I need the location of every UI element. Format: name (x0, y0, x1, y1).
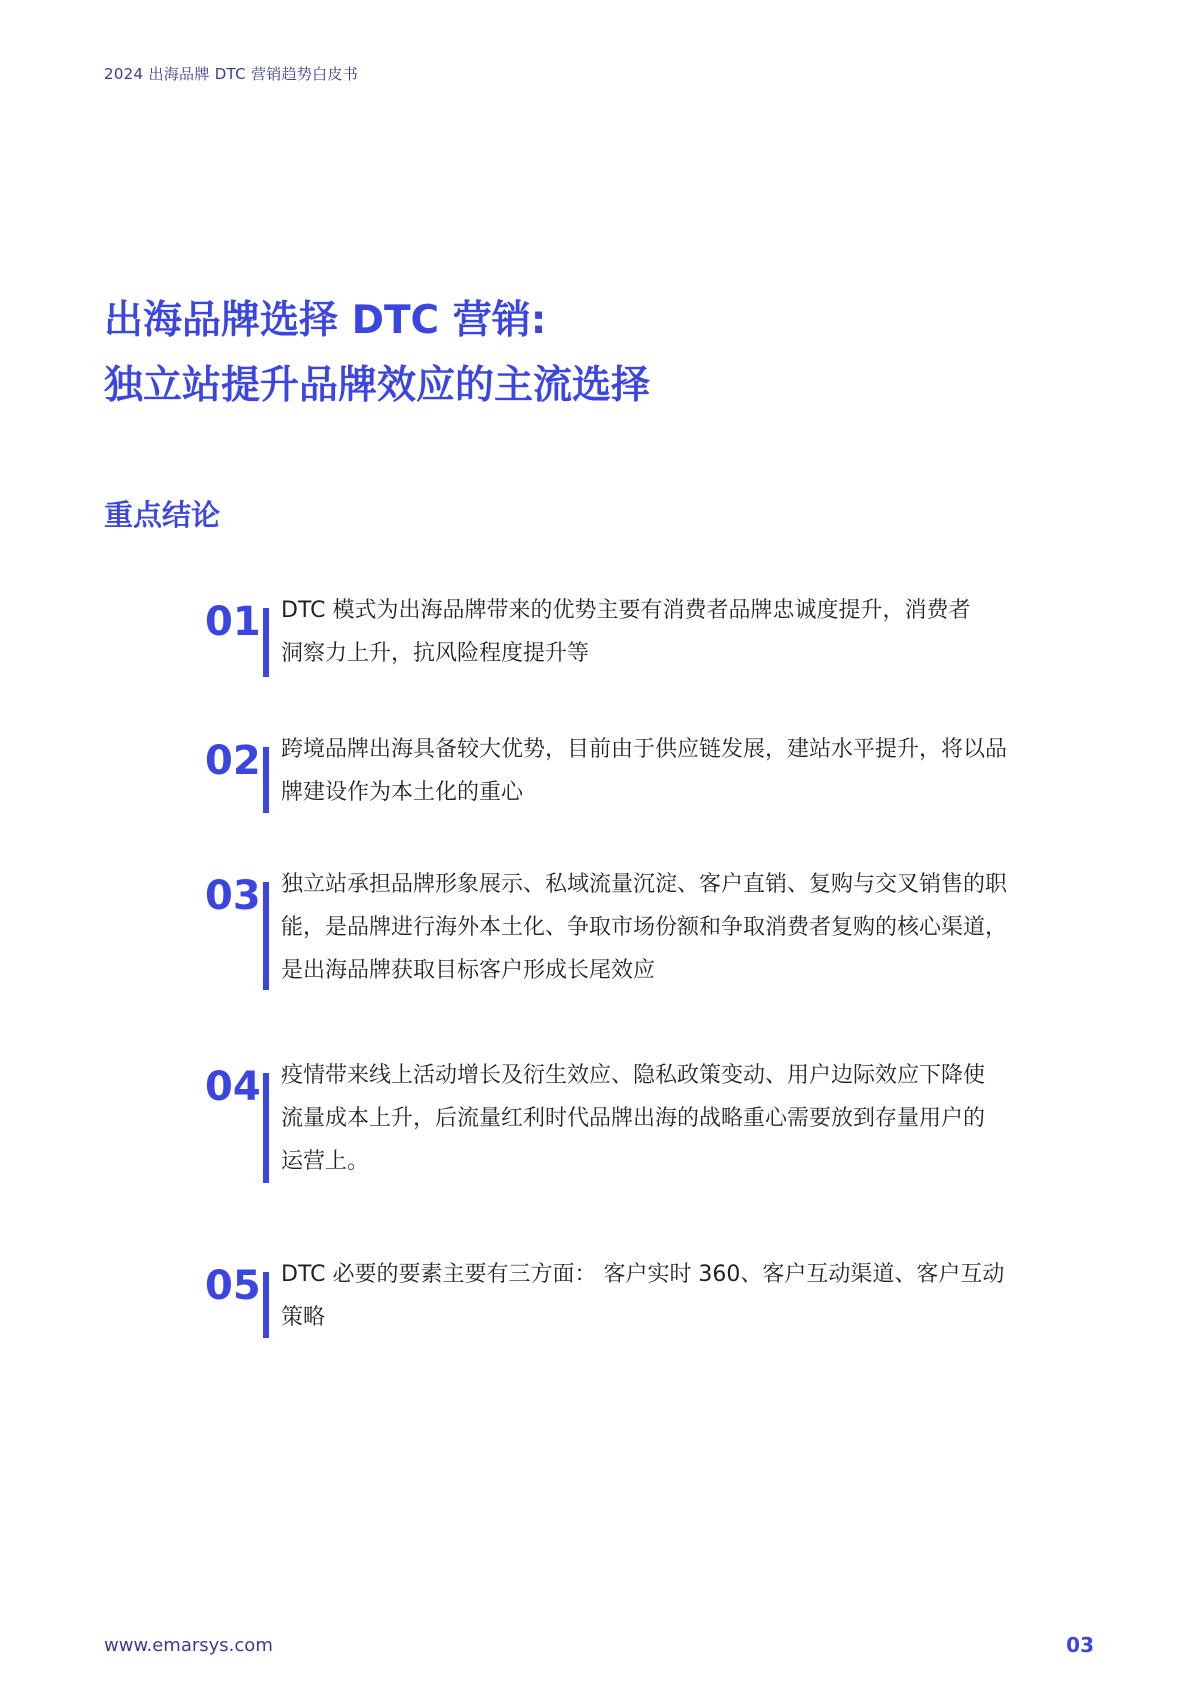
section-heading: 重点结论 (104, 498, 221, 532)
point-text-line: 运营上。 (281, 1149, 370, 1174)
page-title-line-2: 独立站提升品牌效应的主流选择 (104, 363, 651, 408)
point-text-line: 能，是品牌进行海外本土化、争取市场份额和争取消费者复购的核心渠道， (281, 915, 1008, 940)
point-text-line: 策略 (281, 1305, 326, 1330)
point-text (281, 728, 1051, 814)
point-text-line: 疫情带来线上活动增长及衍生效应、隐私政策变动、用户边际效应下降使 (281, 1063, 986, 1088)
footer-website-url: www.emarsys.com (104, 1635, 273, 1656)
point-text (281, 589, 1051, 675)
point-text-line: 牌建设作为本土化的重心 (281, 780, 524, 805)
point-number: 02 (205, 738, 261, 784)
point-accent-bar (263, 608, 269, 677)
point-text-line: 跨境品牌出海具备较大优势，目前由于供应链发展，建站水平提升，将以品 (281, 737, 1008, 762)
point-text-line: 独立站承担品牌形象展示、私域流量沉淀、客户直销、复购与交叉销售的职 (281, 872, 1008, 897)
point-text (281, 1054, 1051, 1183)
point-accent-bar (263, 747, 269, 813)
point-text-line: DTC 必要的要素主要有三方面： 客户实时 360、客户互动渠道、客户互动 (281, 1262, 1005, 1287)
page-number: 03 (1066, 1633, 1094, 1657)
point-text (281, 863, 1051, 992)
point-text (281, 1253, 1051, 1339)
point-number: 01 (205, 599, 261, 645)
point-number: 05 (205, 1263, 261, 1309)
point-text-line: DTC 模式为出海品牌带来的优势主要有消费者品牌忠诚度提升，消费者 (281, 598, 971, 623)
point-text-line: 是出海品牌获取目标客户形成长尾效应 (281, 958, 656, 983)
point-accent-bar (263, 1073, 269, 1183)
running-header: 2024 出海品牌 DTC 营销趋势白皮书 (104, 65, 359, 83)
point-number: 04 (205, 1064, 261, 1110)
page-title-line-1: 出海品牌选择 DTC 营销: (104, 298, 547, 343)
page-title (104, 288, 650, 418)
point-text-line: 洞察力上升，抗风险程度提升等 (281, 641, 590, 666)
point-accent-bar (263, 1272, 269, 1338)
point-text-line: 流量成本上升，后流量红利时代品牌出海的战略重心需要放到存量用户的 (281, 1106, 986, 1131)
point-accent-bar (263, 882, 269, 990)
point-number: 03 (205, 873, 261, 919)
